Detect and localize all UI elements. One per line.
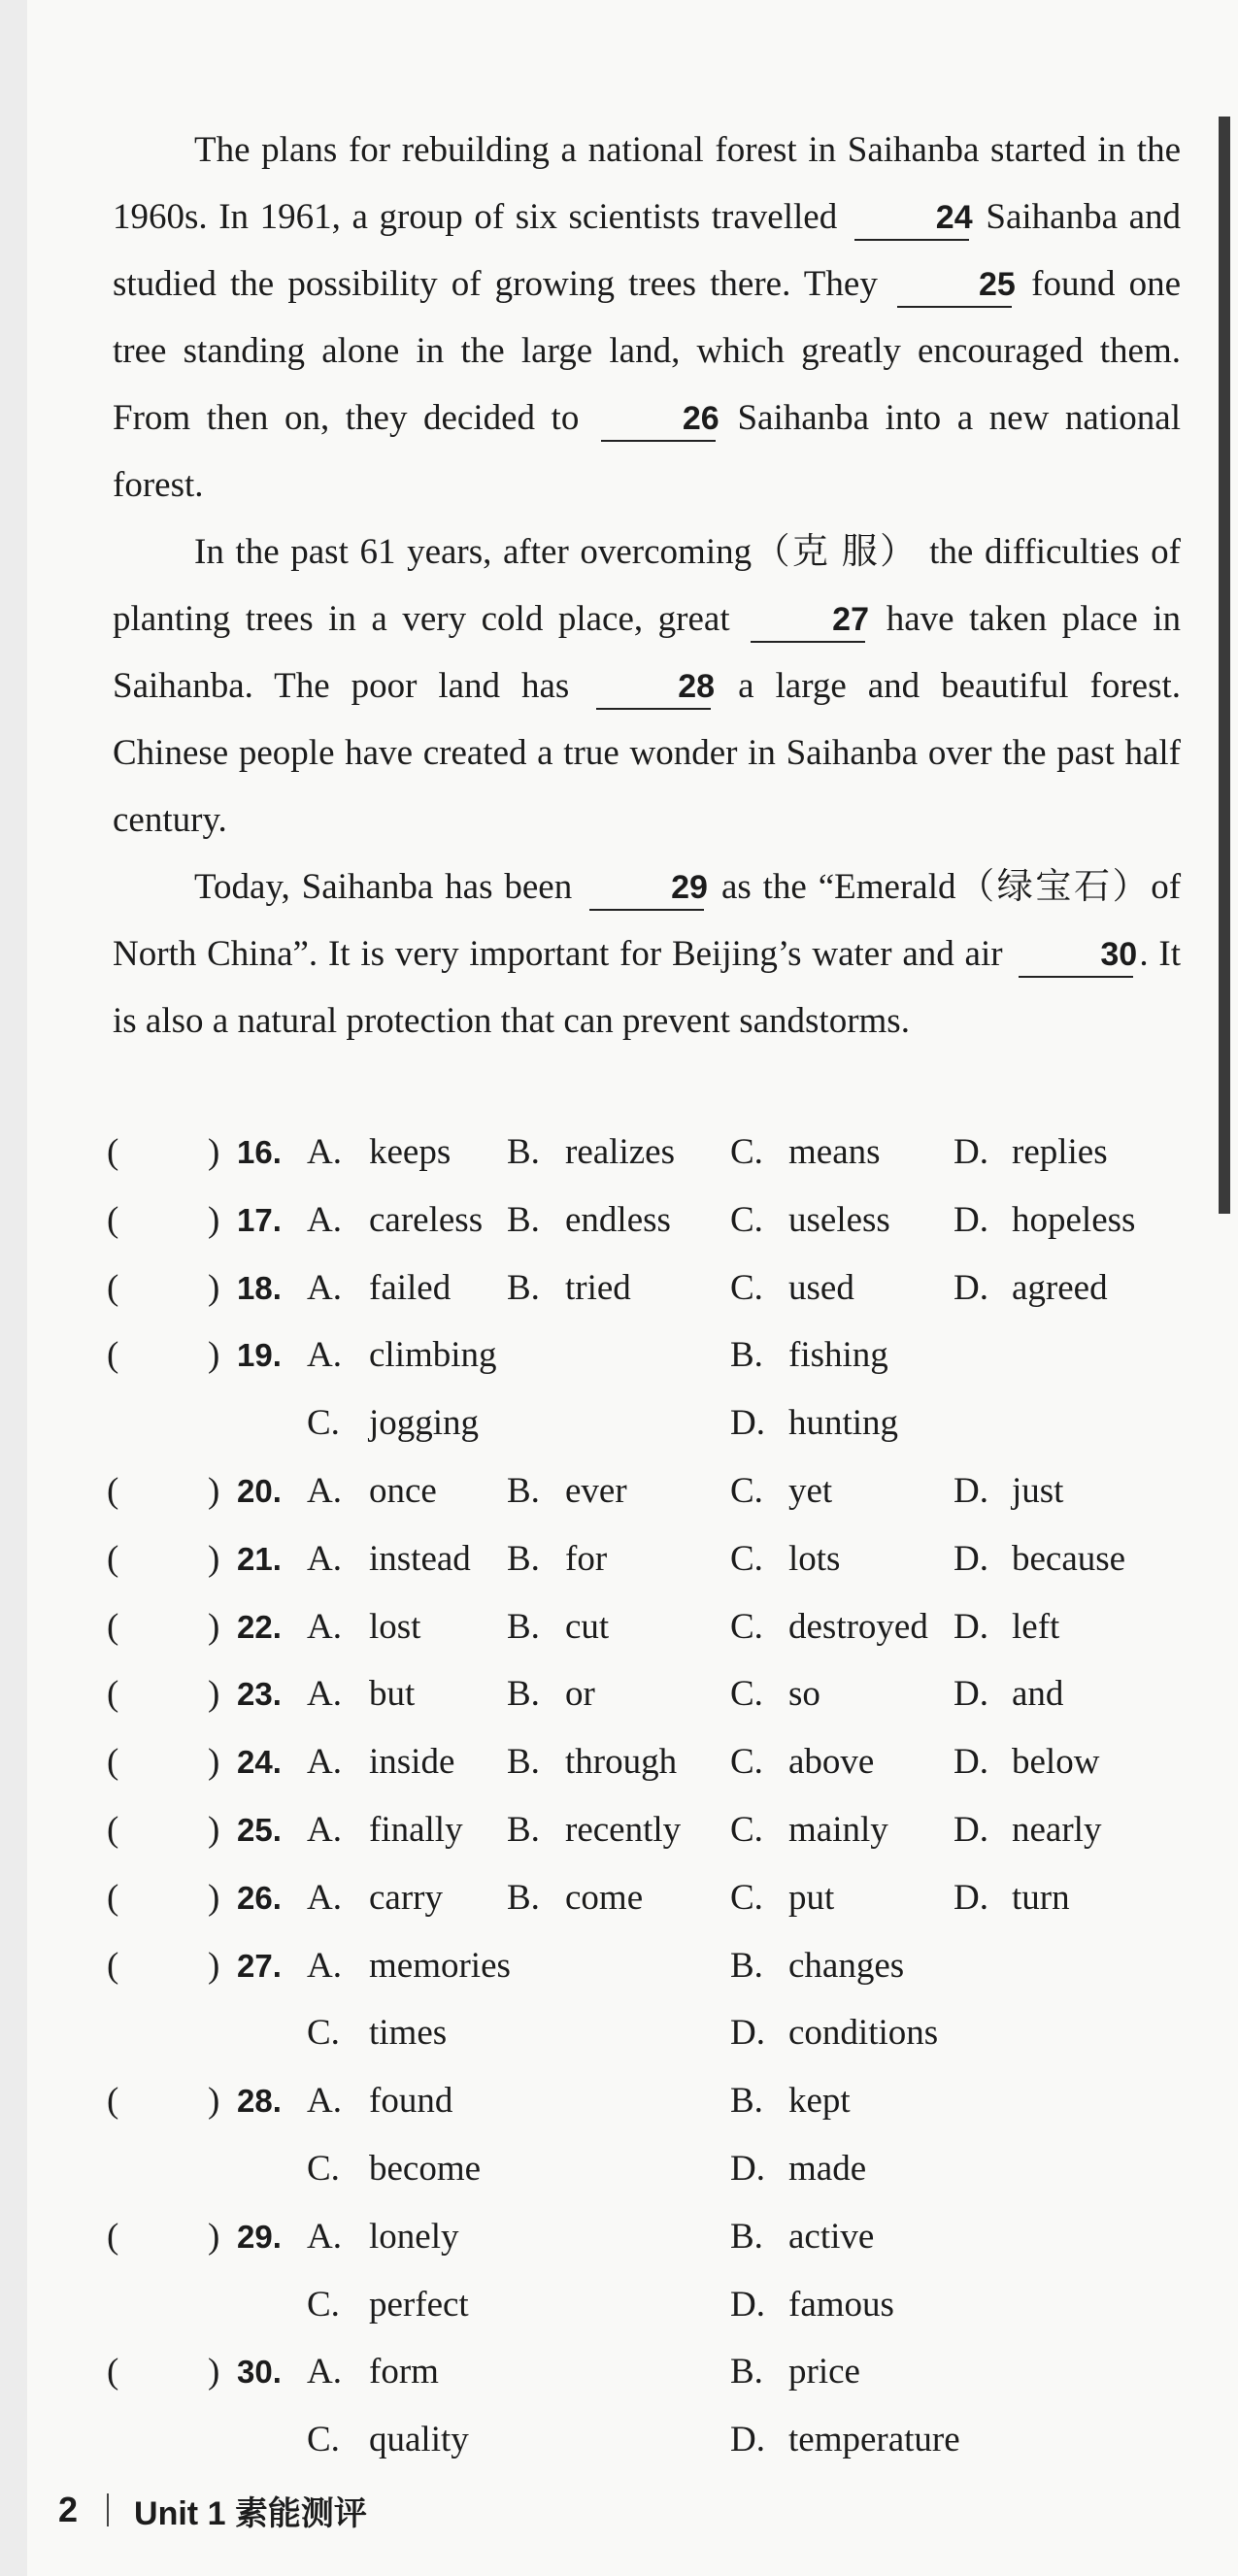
option-d: famous [788,2284,894,2325]
option-letter-c: C. [307,2284,340,2325]
answer-paren-open[interactable]: ( [107,1335,119,1376]
option-c: used [788,1267,854,1308]
option-letter-a: A. [307,1877,342,1918]
option-d: agreed [1012,1267,1108,1308]
option-d: temperature [788,2420,960,2460]
answer-paren-open[interactable]: ( [107,1132,119,1172]
answer-paren-open[interactable]: ( [107,1674,119,1715]
option-c: times [369,2013,448,2054]
reading-passage [113,117,1181,1054]
option-d: hopeless [1012,1199,1136,1240]
question-28-line-2 [107,2148,1194,2216]
option-c: useless [788,1199,890,1240]
answer-paren-close: ) [208,2216,220,2257]
page-number: 2 [58,2490,79,2529]
option-a: keeps [369,1132,452,1172]
answer-paren-open[interactable]: ( [107,1809,119,1850]
option-letter-d: D. [954,1674,988,1715]
option-letter-b: B. [507,1132,540,1172]
option-c: so [788,1674,820,1715]
option-letter-c: C. [730,1538,763,1579]
question-24 [107,1741,1194,1809]
unit-title: Unit 1 素能测评 [134,2494,367,2532]
paragraph-1: The plans for rebuilding a national forest in Saihanba started in the 1960s. In 1961, a group of six scientists travelled 24 Saihanba and studied the possibility of growing trees there. They 25 found one tree standing alone in the large land, which greatly encouraged them. From then on, they decided to 26 Saihanba into a new national forest. [113,130,1182,505]
blank-25: 25 [897,263,1012,308]
question-number: 29. [237,2218,282,2255]
option-letter-a: A. [307,2081,342,2122]
question-number: 20. [237,1472,282,1509]
option-a: but [369,1674,416,1715]
option-letter-a: A. [307,1538,342,1579]
option-letter-b: B. [730,1945,763,1986]
option-letter-c: C. [307,2148,340,2189]
option-c: above [788,1742,875,1783]
question-list [107,1131,1194,2487]
question-22 [107,1606,1194,1674]
answer-paren-open[interactable]: ( [107,1606,119,1647]
option-a: form [369,2352,439,2392]
answer-paren-close: ) [208,1742,220,1783]
option-c: become [369,2148,482,2189]
question-number: 25. [237,1811,282,1848]
paragraph-2: In the past 61 years, after overcoming（克 服） the difficulties of planting trees in a very cold place, great 27 have taken place in Saihanba. The poor land has 28 a large and beautiful forest. Chinese people have created a true wonder in Saihanba over the past half century. [113,532,1182,840]
option-a: finally [369,1809,463,1850]
option-d: conditions [788,2013,939,2054]
question-number: 26. [237,1879,282,1916]
question-16 [107,1131,1194,1199]
option-b: changes [788,1945,905,1986]
question-21 [107,1538,1194,1606]
option-b: price [788,2352,860,2392]
option-a: lost [369,1606,421,1647]
option-letter-d: D. [954,1470,988,1511]
option-letter-d: D. [954,1606,988,1647]
question-30-line-2 [107,2419,1194,2487]
option-a: inside [369,1742,455,1783]
option-letter-d: D. [730,2013,765,2054]
option-letter-b: B. [730,1335,763,1376]
option-letter-c: C. [307,2013,340,2054]
option-b: fishing [788,1335,888,1376]
option-letter-a: A. [307,1606,342,1647]
question-30 [107,2351,1194,2419]
answer-paren-open[interactable]: ( [107,1538,119,1579]
option-letter-a: A. [307,1809,342,1850]
answer-paren-open[interactable]: ( [107,1199,119,1240]
option-letter-c: C. [307,1403,340,1444]
option-c: mainly [788,1809,888,1850]
question-number: 18. [237,1269,282,1306]
question-number: 19. [237,1337,282,1374]
blank-26: 26 [601,397,716,442]
option-letter-a: A. [307,1267,342,1308]
option-letter-c: C. [730,1606,763,1647]
option-letter-b: B. [507,1674,540,1715]
option-a: memories [369,1945,511,1986]
option-letter-d: D. [730,2420,765,2460]
option-a: climbing [369,1335,497,1376]
option-letter-a: A. [307,1335,342,1376]
question-25 [107,1809,1194,1877]
question-29 [107,2216,1194,2284]
answer-paren-close: ) [208,1538,220,1579]
question-27 [107,1945,1194,2013]
answer-paren-open[interactable]: ( [107,1877,119,1918]
option-letter-b: B. [507,1267,540,1308]
option-letter-d: D. [954,1877,988,1918]
answer-paren-open[interactable]: ( [107,1945,119,1986]
option-d: turn [1012,1877,1070,1918]
option-a: instead [369,1538,471,1579]
option-b: or [565,1674,595,1715]
answer-paren-close: ) [208,1945,220,1986]
option-c: means [788,1132,881,1172]
option-a: found [369,2081,453,2122]
option-letter-d: D. [954,1132,988,1172]
option-letter-d: D. [730,1403,765,1444]
option-letter-d: D. [730,2284,765,2325]
page-edge-bar [1219,117,1230,1214]
option-letter-b: B. [507,1470,540,1511]
question-19 [107,1334,1194,1402]
option-b: tried [565,1267,631,1308]
question-17 [107,1199,1194,1267]
question-number: 30. [237,2354,282,2391]
option-a: carry [369,1877,443,1918]
option-letter-d: D. [954,1267,988,1308]
question-19-line-2 [107,1402,1194,1470]
option-b: recently [565,1809,682,1850]
option-letter-d: D. [954,1199,988,1240]
option-letter-b: B. [507,1606,540,1647]
question-28 [107,2080,1194,2148]
option-c: perfect [369,2284,469,2325]
question-number: 28. [237,2083,282,2120]
option-c: yet [788,1470,833,1511]
option-a: failed [369,1267,452,1308]
page-footer [58,2486,367,2534]
question-29-line-2 [107,2284,1194,2352]
option-b: for [565,1538,608,1579]
option-d: made [788,2148,867,2189]
option-letter-d: D. [954,1809,988,1850]
option-letter-b: B. [507,1809,540,1850]
option-c: destroyed [788,1606,928,1647]
question-number: 23. [237,1676,282,1713]
option-letter-a: A. [307,1945,342,1986]
option-d: and [1012,1674,1064,1715]
option-letter-a: A. [307,1674,342,1715]
answer-paren-close: ) [208,1335,220,1376]
answer-paren-close: ) [208,2081,220,2122]
question-number: 27. [237,1947,282,1984]
question-27-line-2 [107,2012,1194,2080]
option-letter-c: C. [730,1809,763,1850]
blank-24: 24 [854,196,969,241]
option-d: just [1012,1470,1064,1511]
question-number: 21. [237,1540,282,1577]
option-letter-c: C. [730,1877,763,1918]
question-18 [107,1267,1194,1335]
option-b: active [788,2216,875,2257]
question-23 [107,1673,1194,1741]
blank-30: 30 [1019,933,1133,978]
option-b: kept [788,2081,851,2122]
option-letter-c: C. [730,1132,763,1172]
answer-paren-open[interactable]: ( [107,2352,119,2392]
option-letter-d: D. [954,1538,988,1579]
option-letter-b: B. [507,1877,540,1918]
option-letter-b: B. [730,2352,763,2392]
option-letter-d: D. [954,1742,988,1783]
answer-paren-close: ) [208,1674,220,1715]
answer-paren-close: ) [208,1470,220,1511]
option-d: left [1012,1606,1060,1647]
option-b: cut [565,1606,610,1647]
blank-29: 29 [589,866,704,911]
option-letter-c: C. [730,1742,763,1783]
option-b: ever [565,1470,627,1511]
option-letter-a: A. [307,2352,342,2392]
option-c: put [788,1877,835,1918]
option-d: hunting [788,1403,899,1444]
option-letter-a: A. [307,2216,342,2257]
answer-paren-close: ) [208,1877,220,1918]
option-letter-b: B. [730,2081,763,2122]
paragraph-3: Today, Saihanba has been 29 as the “Emerald（绿宝石）of North China”. It is very important for Beijing’s water and air 30. It is also a natural protection that can prevent sandstorms. [113,867,1182,1041]
option-d: replies [1012,1132,1108,1172]
option-d: nearly [1012,1809,1102,1850]
answer-paren-open[interactable]: ( [107,2081,119,2122]
option-letter-c: C. [730,1470,763,1511]
option-letter-c: C. [730,1674,763,1715]
question-26 [107,1877,1194,1945]
option-d: below [1012,1742,1100,1783]
option-c: lots [788,1538,841,1579]
blank-27: 27 [751,598,865,643]
question-number: 16. [237,1134,282,1170]
option-letter-c: C. [307,2420,340,2460]
option-letter-a: A. [307,1132,342,1172]
question-20 [107,1470,1194,1538]
option-b: through [565,1742,678,1783]
option-letter-b: B. [507,1199,540,1240]
option-letter-d: D. [730,2148,765,2189]
answer-paren-open[interactable]: ( [107,1267,119,1308]
option-letter-c: C. [730,1199,763,1240]
option-letter-b: B. [730,2216,763,2257]
option-letter-a: A. [307,1742,342,1783]
answer-paren-close: ) [208,1809,220,1850]
question-number: 24. [237,1744,282,1781]
option-a: careless [369,1199,484,1240]
blank-28: 28 [596,665,711,710]
answer-paren-close: ) [208,2352,220,2392]
answer-paren-open[interactable]: ( [107,1742,119,1783]
option-b: come [565,1877,644,1918]
question-number: 22. [237,1608,282,1645]
answer-paren-close: ) [208,1606,220,1647]
answer-paren-close: ) [208,1132,220,1172]
option-letter-a: A. [307,1199,342,1240]
option-c: quality [369,2420,469,2460]
footer-divider [107,2493,109,2526]
option-letter-a: A. [307,1470,342,1511]
answer-paren-open[interactable]: ( [107,1470,119,1511]
answer-paren-open[interactable]: ( [107,2216,119,2257]
option-letter-b: B. [507,1538,540,1579]
option-b: endless [565,1199,671,1240]
option-letter-b: B. [507,1742,540,1783]
option-a: once [369,1470,437,1511]
option-c: jogging [369,1403,480,1444]
question-number: 17. [237,1201,282,1238]
option-a: lonely [369,2216,459,2257]
option-letter-c: C. [730,1267,763,1308]
answer-paren-close: ) [208,1267,220,1308]
answer-paren-close: ) [208,1199,220,1240]
option-b: realizes [565,1132,675,1172]
option-d: because [1012,1538,1126,1579]
